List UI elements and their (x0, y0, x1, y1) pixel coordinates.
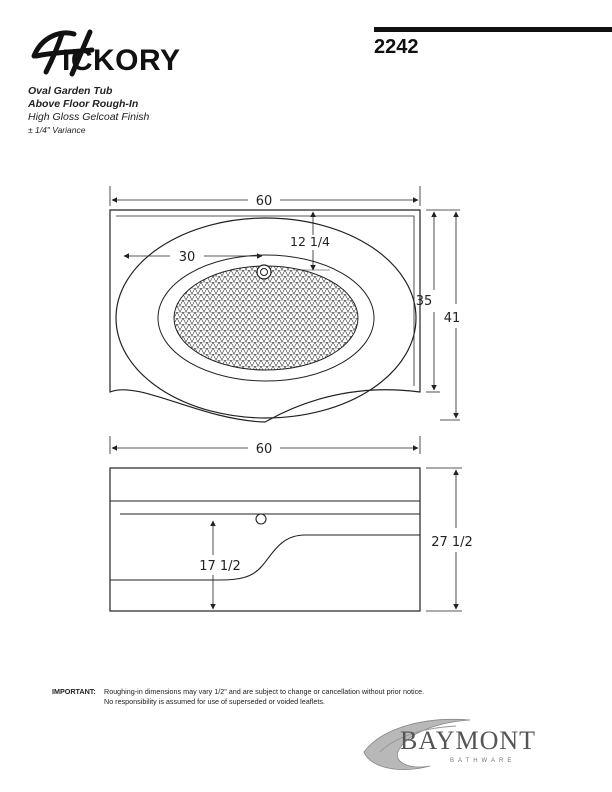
product-finish: High Gloss Gelcoat Finish (28, 111, 150, 123)
notice-label: IMPORTANT: (52, 687, 96, 696)
top-view (110, 186, 460, 422)
dim-inner-depth: 35 (415, 294, 433, 309)
brand-subtitle: BATHWARE (450, 758, 516, 764)
important-notice (52, 687, 424, 707)
tub-apron-curve (110, 535, 420, 580)
notice-line-1: Roughing-in dimensions may vary 1/2" and are subject to change or cancellation without prior notice. (104, 687, 425, 696)
notice-line-2: No responsibility is assumed for use of superseded or voided leaflets. (104, 697, 325, 706)
tub-floor-mesh (174, 266, 358, 370)
dim-front-width: 60 (255, 442, 273, 457)
dim-center: 30 (178, 250, 196, 265)
product-variance: ± 1/4" Variance (28, 125, 86, 135)
front-drain-circle (256, 514, 266, 524)
logo-wordmark: ICKORY (62, 44, 181, 77)
tub-apron-outline (110, 468, 420, 611)
dim-front-height: 27 1/2 (431, 535, 473, 550)
product-name: Oval Garden Tub (28, 85, 113, 97)
dim-top-width: 60 (255, 194, 273, 209)
brand-name: BAYMONT (400, 726, 537, 755)
model-number: 2242 (374, 36, 419, 58)
drain-fitting (257, 265, 271, 279)
dim-drain-offset: 12 1/4 (290, 234, 330, 249)
product-rough-in: Above Floor Rough-In (28, 98, 139, 110)
dim-outer-depth: 41 (443, 311, 461, 326)
front-view (110, 436, 473, 611)
dim-front-step: 17 1/2 (199, 559, 241, 574)
